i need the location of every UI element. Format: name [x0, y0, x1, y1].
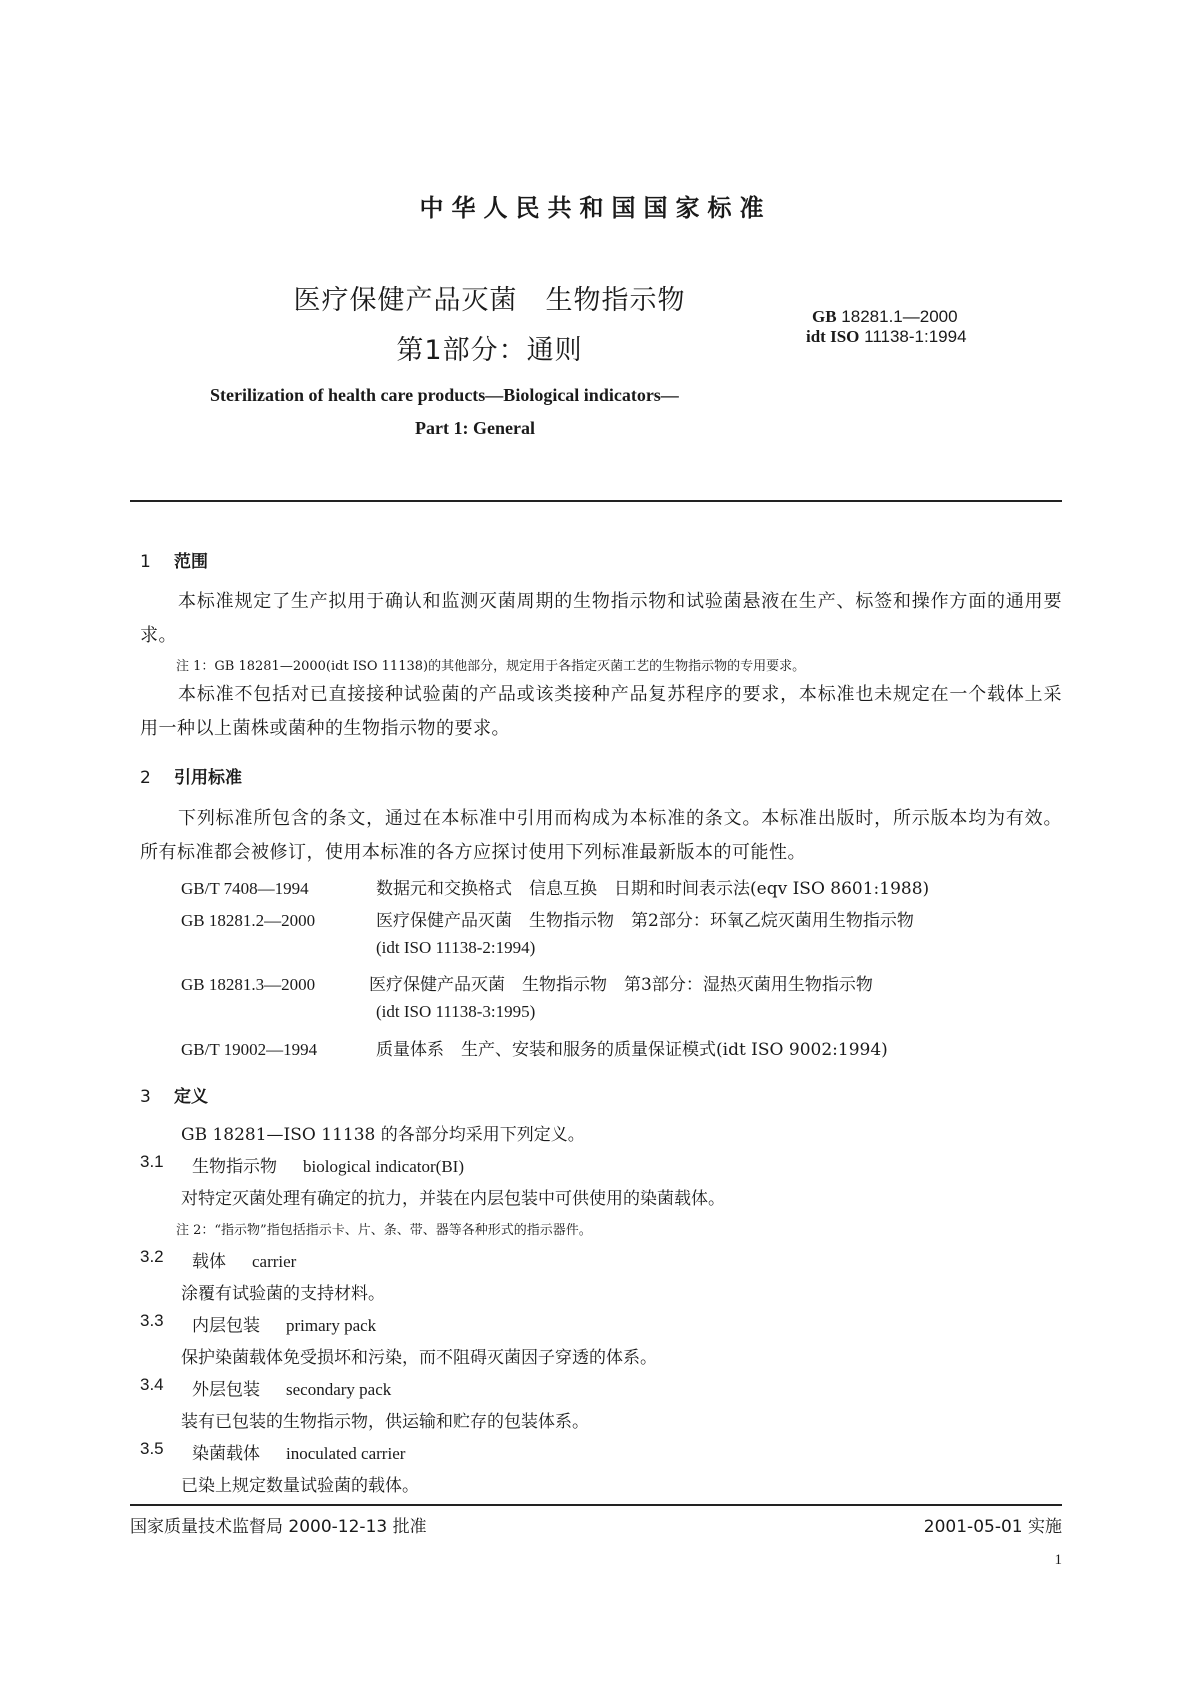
standard-number: [812, 307, 958, 327]
ref-continuation: (idt ISO 11138-3:1995): [376, 1002, 536, 1021]
term-en: carrier: [252, 1252, 297, 1271]
s3-intro: GB 18281—ISO 11138 的各部分均采用下列定义。: [181, 1125, 585, 1145]
ref-code: GB 18281.3—2000: [181, 975, 316, 994]
page-number: 1: [1054, 1552, 1062, 1568]
ref-continuation: (idt ISO 11138-2:1994): [376, 938, 536, 957]
section-title: 范围: [174, 552, 208, 572]
s1-paragraph-2: 本标准不包括对已直接接种试验菌的产品或该类接种产品复苏程序的要求，本标准也未规定在一个载体上采用一种以上菌株或菌种的生物指示物的要求。: [140, 684, 1062, 739]
definition-number: 3.5: [140, 1439, 164, 1458]
approval-date: 国家质量技术监督局 2000-12-13 批准: [130, 1517, 427, 1537]
ref-code: GB/T 19002—1994: [181, 1040, 318, 1059]
ref-text: 医疗保健产品灭菌 生物指示物 第2部分：环氧乙烷灭菌用生物指示物: [376, 911, 914, 931]
idt-number: [806, 327, 967, 347]
definition-term: [192, 1311, 376, 1336]
section-number: 1: [140, 552, 151, 572]
s2-paragraph-1: 下列标准所包含的条文，通过在本标准中引用而构成为本标准的条文。本标准出版时，所示版本均为有效。所有标准都会被修订，使用本标准的各方应探讨使用下列标准最新版本的可能性。: [140, 808, 1062, 863]
definition-term: [192, 1247, 296, 1272]
section-3-heading: [140, 1082, 208, 1107]
term-cn: 生物指示物: [192, 1157, 277, 1177]
s1-paragraph-1: 本标准规定了生产拟用于确认和监测灭菌周期的生物指示物和试验菌悬液在生产、标签和操作方面的通用要求。: [140, 591, 1062, 646]
reference-item: [181, 874, 929, 899]
definition-term: [192, 1439, 405, 1464]
reference-item: [181, 970, 873, 995]
term-en: secondary pack: [286, 1380, 392, 1399]
definition-body: 已染上规定数量试验菌的载体。: [181, 1476, 419, 1496]
title-cn-line1: 医疗保健产品灭菌 生物指示物: [293, 285, 686, 316]
ref-text: 医疗保健产品灭菌 生物指示物 第3部分：湿热灭菌用生物指示物: [369, 975, 873, 995]
definition-number: 3.4: [140, 1375, 164, 1394]
section-title: 引用标准: [174, 768, 242, 788]
definition-number: 3.2: [140, 1247, 164, 1266]
term-en: biological indicator(BI): [303, 1157, 464, 1176]
term-en: primary pack: [286, 1316, 377, 1335]
ref-code: GB/T 7408—1994: [181, 879, 309, 898]
definition-number: 3.3: [140, 1311, 164, 1330]
term-cn: 载体: [192, 1252, 226, 1272]
header-divider: [130, 500, 1062, 502]
std-no-value: 18281.1—2000: [841, 307, 958, 326]
std-no-prefix: GB: [812, 307, 837, 326]
title-cn-line2: 第1部分：通则: [396, 335, 583, 366]
definition-body: 装有已包装的生物指示物，供运输和贮存的包装体系。: [181, 1412, 589, 1432]
national-standard-heading: 中华人民共和国国家标准: [419, 194, 772, 222]
definition-body: 涂覆有试验菌的支持材料。: [181, 1284, 385, 1304]
definition-term: [192, 1375, 391, 1400]
definition-body: 保护染菌载体免受损坏和污染，而不阻碍灭菌因子穿透的体系。: [181, 1348, 657, 1368]
reference-item: [181, 1035, 888, 1060]
section-2-heading: [140, 763, 242, 788]
definition-term: [192, 1152, 464, 1177]
definition-number: 3.1: [140, 1152, 164, 1171]
ref-code: GB 18281.2—2000: [181, 911, 316, 930]
idt-prefix: idt ISO: [806, 327, 860, 346]
term-en: inoculated carrier: [286, 1444, 406, 1463]
ref-text: 质量体系 生产、安装和服务的质量保证模式(idt ISO 9002:1994): [376, 1040, 888, 1060]
section-number: 3: [140, 1087, 151, 1107]
title-en-line1: Sterilization of health care products—Biological indicators—: [210, 385, 679, 405]
footer-divider: [130, 1504, 1062, 1506]
reference-item: [181, 906, 914, 931]
idt-value: 11138-1:1994: [864, 327, 967, 346]
effective-date: 2001-05-01 实施: [923, 1517, 1062, 1537]
section-title: 定义: [174, 1087, 208, 1107]
term-cn: 外层包装: [192, 1380, 260, 1400]
term-cn: 内层包装: [192, 1316, 260, 1336]
term-cn: 染菌载体: [192, 1444, 260, 1464]
s1-note-1: 注 1：GB 18281—2000(idt ISO 11138)的其他部分，规定用于各指定灭菌工艺的生物指示物的专用要求。: [176, 659, 806, 674]
section-number: 2: [140, 768, 151, 788]
ref-text: 数据元和交换格式 信息互换 日期和时间表示法(eqv ISO 8601:1988): [376, 879, 930, 899]
s3-note-2: 注 2：“指示物”指包括指示卡、片、条、带、器等各种形式的指示器件。: [176, 1223, 592, 1238]
definition-body: 对特定灭菌处理有确定的抗力，并装在内层包装中可供使用的染菌载体。: [181, 1189, 725, 1209]
title-en-line2: Part 1: General: [415, 418, 535, 438]
section-1-heading: [140, 547, 208, 572]
